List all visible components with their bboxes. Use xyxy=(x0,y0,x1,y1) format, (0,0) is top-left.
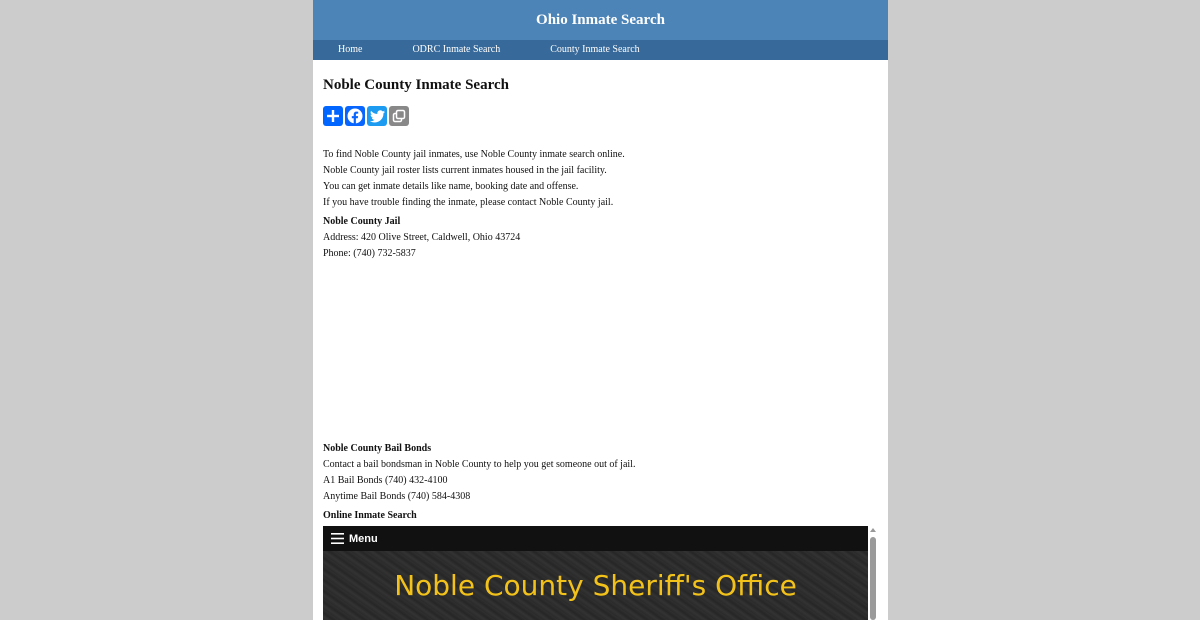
scroll-up-icon[interactable] xyxy=(870,528,876,532)
site-header xyxy=(313,0,888,40)
page-title: Noble County Inmate Search xyxy=(323,77,509,93)
share-copy-link-button[interactable] xyxy=(389,106,409,126)
embed-scrollbar[interactable] xyxy=(868,526,878,620)
bail-bondsman-item: Anytime Bail Bonds (740) 584-4308 xyxy=(323,491,471,502)
copy-link-icon xyxy=(392,109,406,123)
bail-bonds-heading: Noble County Bail Bonds xyxy=(323,443,432,454)
share-buttons xyxy=(323,106,878,126)
embed-banner xyxy=(323,551,868,620)
online-search-heading: Online Inmate Search xyxy=(323,510,417,521)
nav-home-link[interactable]: Home xyxy=(338,44,363,55)
intro-line: If you have trouble finding the inmate, please contact Noble County jail. xyxy=(323,197,614,208)
share-facebook-button[interactable] xyxy=(345,106,365,126)
twitter-icon xyxy=(370,110,385,123)
bail-bonds-description: Contact a bail bondsman in Noble County to help you get someone out of jail. xyxy=(323,459,636,470)
hamburger-menu-icon[interactable] xyxy=(331,533,344,544)
embed-menu-bar[interactable] xyxy=(323,526,868,551)
scrollbar-thumb[interactable] xyxy=(870,537,876,620)
share-add-button[interactable] xyxy=(323,106,343,126)
main-nav xyxy=(313,40,888,60)
intro-line: To find Noble County jail inmates, use Noble County inmate search online. xyxy=(323,149,625,160)
nav-odrc-inmate-search-link[interactable]: ODRC Inmate Search xyxy=(412,44,501,55)
jail-address: Address: 420 Olive Street, Caldwell, Ohio 43724 xyxy=(323,232,521,243)
embed-menu-label[interactable]: Menu xyxy=(349,532,378,545)
share-twitter-button[interactable] xyxy=(367,106,387,126)
intro-line: Noble County jail roster lists current inmates housed in the jail facility. xyxy=(323,165,607,176)
sheriff-office-title: Noble County Sheriff's Office xyxy=(394,569,797,602)
jail-heading: Noble County Jail xyxy=(323,216,401,227)
plus-icon xyxy=(326,109,340,123)
intro-line: You can get inmate details like name, booking date and offense. xyxy=(323,181,579,192)
sheriff-site-embed[interactable] xyxy=(323,526,868,620)
ad-space xyxy=(323,262,878,441)
main-content xyxy=(313,76,888,524)
nav-county-inmate-search-link[interactable]: County Inmate Search xyxy=(550,44,640,55)
intro-text xyxy=(323,147,878,211)
jail-phone: Phone: (740) 732-5837 xyxy=(323,248,416,259)
facebook-icon xyxy=(347,108,363,124)
site-title[interactable]: Ohio Inmate Search xyxy=(536,11,665,28)
page-container xyxy=(313,0,888,620)
bail-bondsman-item: A1 Bail Bonds (740) 432-4100 xyxy=(323,475,448,486)
